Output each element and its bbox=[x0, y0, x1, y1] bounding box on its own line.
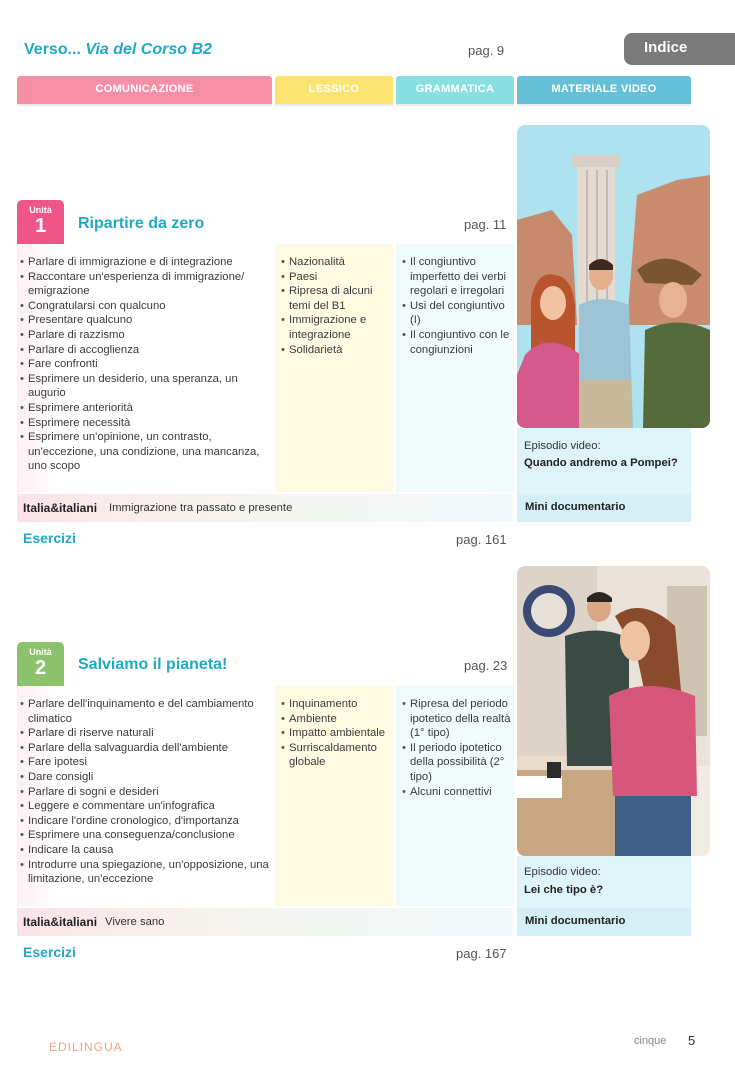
indice-tab[interactable]: Indice bbox=[624, 33, 735, 65]
list-item: • Leggere e commentare un'infografica bbox=[20, 799, 270, 814]
section-title: Verso... Via del Corso B2 bbox=[24, 41, 212, 58]
list-item: • Dare consigli bbox=[20, 770, 270, 785]
page-number-word: cinque bbox=[634, 1035, 667, 1047]
unit-2-esercizi-page: pag. 167 bbox=[456, 946, 507, 961]
list-item: • Fare confronti bbox=[20, 357, 270, 372]
list-item: • Inquinamento bbox=[281, 697, 391, 712]
list-item: • Parlare di riserve naturali bbox=[20, 726, 270, 741]
unit-2-title[interactable]: Salviamo il pianeta! bbox=[78, 656, 228, 673]
unit-1-grammatica-list bbox=[402, 255, 512, 357]
unit-1-title[interactable]: Ripartire da zero bbox=[78, 215, 205, 232]
unit-2-comunicazione-list bbox=[20, 697, 270, 887]
list-item: • Il congiuntivo imperfetto dei verbi regolari e irregolari bbox=[402, 255, 512, 299]
column-header-comunicazione: COMUNICAZIONE bbox=[17, 76, 272, 104]
page-number: 5 bbox=[688, 1033, 696, 1048]
unit-1-lessico-list bbox=[281, 255, 391, 357]
list-item: • Parlare della salvaguardia dell'ambiente bbox=[20, 741, 270, 756]
ruins-scene-image bbox=[517, 125, 710, 428]
italia-label: Italia&italiani bbox=[23, 915, 98, 929]
list-item: • Ambiente bbox=[281, 712, 391, 727]
unit-1-illustration bbox=[517, 125, 710, 428]
list-item: • Esprimere un desiderio, una speranza, un augurio bbox=[20, 372, 270, 401]
italia-label: Italia&italiani bbox=[23, 501, 98, 515]
column-header-lessico: LESSICO bbox=[275, 76, 393, 104]
publisher-logo: EDILINGUA bbox=[49, 1040, 123, 1054]
list-item: • Esprimere anteriorità bbox=[20, 401, 270, 416]
unit-1-esercizi-page: pag. 161 bbox=[456, 532, 507, 547]
unit-2-illustration bbox=[517, 566, 710, 856]
unit-1-esercizi[interactable]: Esercizi bbox=[23, 530, 76, 546]
italia-topic: Vivere sano bbox=[105, 916, 165, 928]
list-item: • Esprimere necessità bbox=[20, 416, 270, 431]
unit-1-video-title[interactable]: Quando andremo a Pompei? bbox=[524, 457, 678, 469]
unit-1-comunicazione-list bbox=[20, 255, 270, 474]
unit-1-italia-bar bbox=[17, 494, 513, 522]
list-item: • Fare ipotesi bbox=[20, 755, 270, 770]
list-item: • Parlare dell'inquinamento e del cambiamento climatico bbox=[20, 697, 270, 726]
list-item: • Il periodo ipotetico della possibilità (2° tipo) bbox=[402, 741, 512, 785]
unit-2-grammatica-list bbox=[402, 697, 512, 799]
list-item: • Esprimere un'opinione, un contrasto, un'eccezione, una condizione, una mancanza, uno scopo bbox=[20, 430, 270, 474]
list-item: • Parlare di razzismo bbox=[20, 328, 270, 343]
list-item: • Indicare l'ordine cronologico, d'importanza bbox=[20, 814, 270, 829]
column-header-video: MATERIALE VIDEO bbox=[517, 76, 691, 104]
list-item: • Congratularsi con qualcuno bbox=[20, 299, 270, 314]
list-item: • Solidarietà bbox=[281, 343, 391, 358]
list-item: • Parlare di accoglienza bbox=[20, 343, 270, 358]
list-item: • Parlare di sogni e desideri bbox=[20, 785, 270, 800]
list-item: • Indicare la causa bbox=[20, 843, 270, 858]
list-item: • Immigrazione e integrazione bbox=[281, 313, 391, 342]
unit-2-lessico-list bbox=[281, 697, 391, 770]
list-item: • Alcuni connettivi bbox=[402, 785, 512, 800]
list-item: • Paesi bbox=[281, 270, 391, 285]
list-item: • Esprimere una conseguenza/conclusione bbox=[20, 828, 270, 843]
list-item: • Il congiuntivo con le congiunzioni bbox=[402, 328, 512, 357]
unit-1-page: pag. 11 bbox=[464, 217, 507, 232]
list-item: • Impatto ambientale bbox=[281, 726, 391, 741]
list-item: • Usi del congiuntivo (I) bbox=[402, 299, 512, 328]
list-item: • Ripresa del periodo ipotetico della realtà (1° tipo) bbox=[402, 697, 512, 741]
unit-2-page: pag. 23 bbox=[464, 658, 508, 673]
list-item: • Introdurre una spiegazione, un'opposizione, una limitazione, un'eccezione bbox=[20, 858, 270, 887]
unit-2-video-title[interactable]: Lei che tipo è? bbox=[524, 884, 604, 896]
unit-2-mini-doc[interactable]: Mini documentario bbox=[517, 908, 691, 936]
list-item: • Presentare qualcuno bbox=[20, 313, 270, 328]
list-item: • Nazionalità bbox=[281, 255, 391, 270]
list-item: • Parlare di immigrazione e di integrazione bbox=[20, 255, 270, 270]
column-header-grammatica: GRAMMATICA bbox=[396, 76, 514, 104]
list-item: • Raccontare un'esperienza di immigrazione/ emigrazione bbox=[20, 270, 270, 299]
unit-1-video-label: Episodio video: bbox=[524, 440, 601, 452]
unit-1-mini-doc[interactable]: Mini documentario bbox=[517, 494, 691, 522]
unit-2-video-bg bbox=[517, 856, 691, 908]
unit-2-badge: Unità 2 bbox=[17, 642, 64, 686]
list-item: • Surriscaldamento globale bbox=[281, 741, 391, 770]
unit-2-esercizi[interactable]: Esercizi bbox=[23, 944, 76, 960]
unit-2-italia-bar bbox=[17, 908, 513, 936]
unit-1-badge: Unità 1 bbox=[17, 200, 64, 244]
unit-2-video-label: Episodio video: bbox=[524, 866, 601, 878]
italia-topic: Immigrazione tra passato e presente bbox=[109, 502, 293, 514]
kitchen-scene-image bbox=[517, 566, 710, 856]
section-page: pag. 9 bbox=[468, 43, 505, 58]
list-item: • Ripresa di alcuni temi del B1 bbox=[281, 284, 391, 313]
